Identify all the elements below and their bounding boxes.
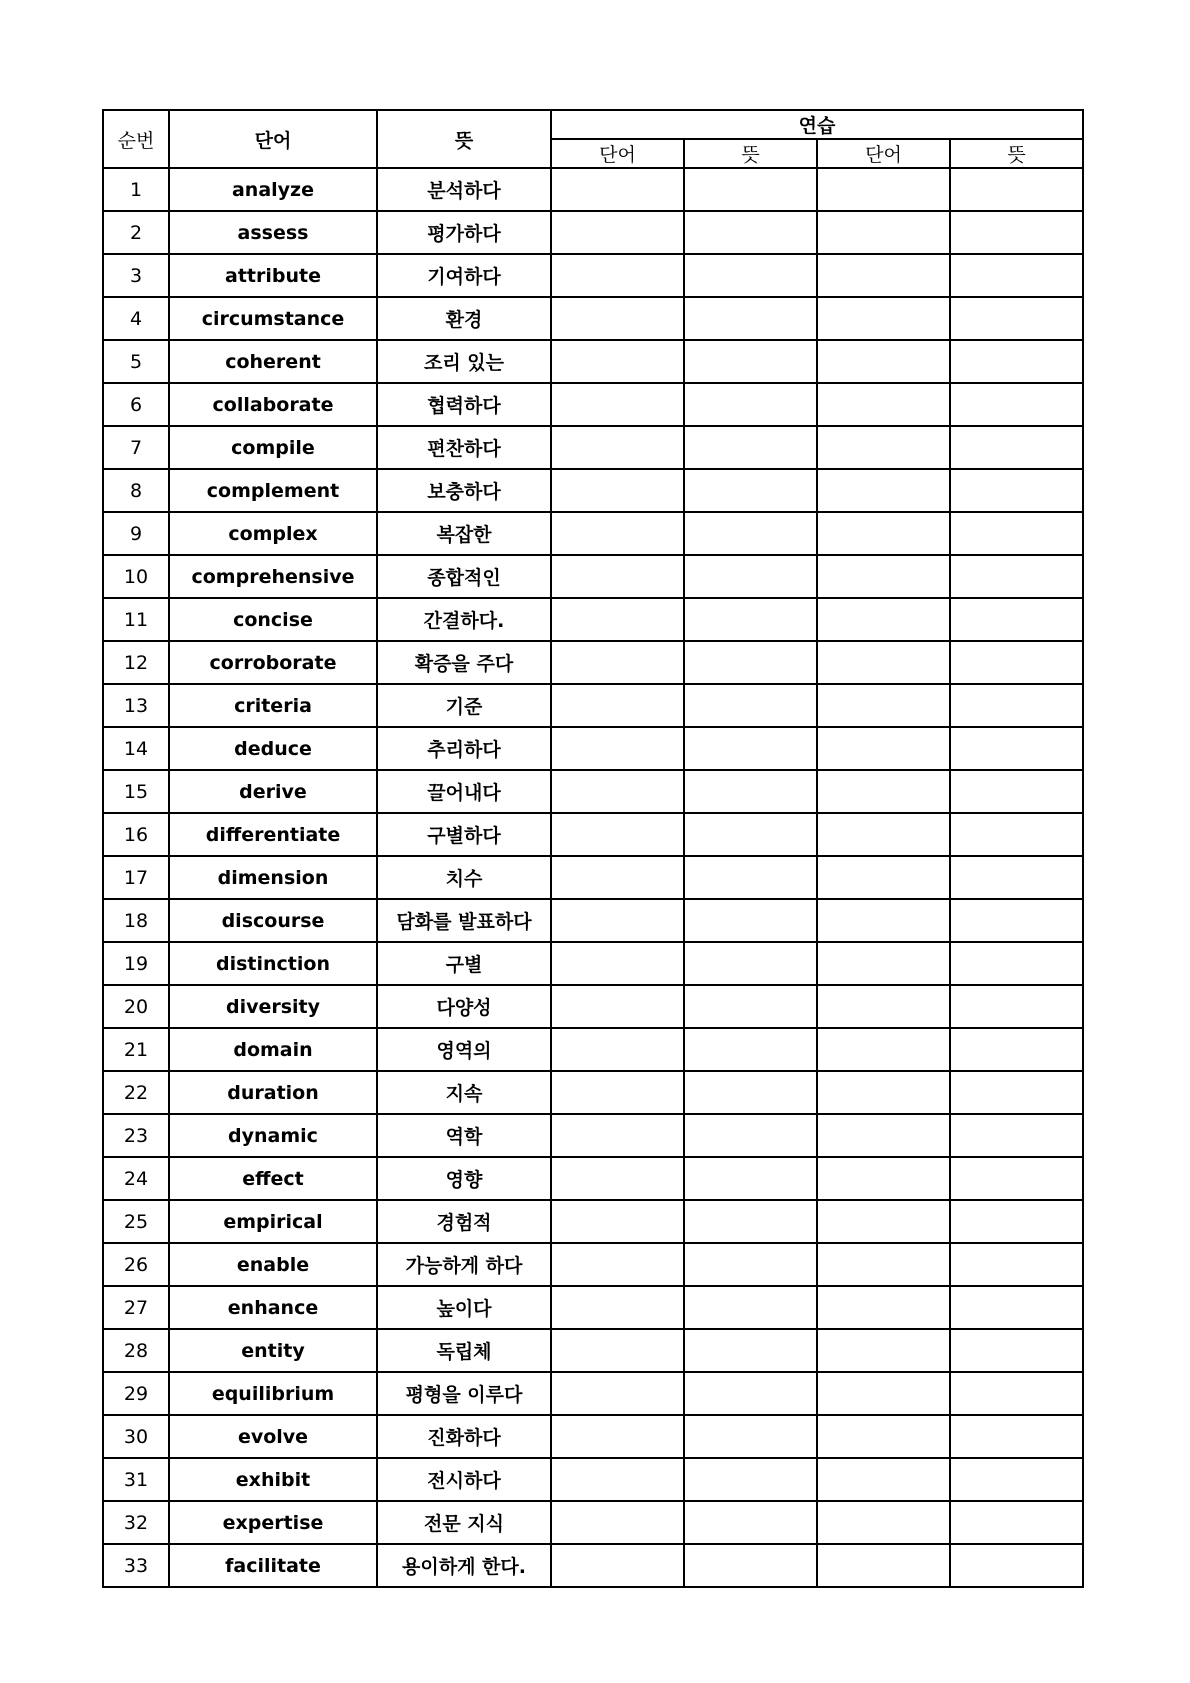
practice-word-cell[interactable] [817, 469, 950, 512]
table-row [103, 1157, 1083, 1200]
practice-word-cell[interactable] [817, 512, 950, 555]
practice-word-cell[interactable] [551, 254, 684, 297]
practice-meaning-cell[interactable] [684, 297, 817, 340]
row-word: differentiate [169, 813, 377, 856]
practice-word-cell[interactable] [817, 1071, 950, 1114]
practice-word-cell[interactable] [551, 1415, 684, 1458]
practice-word-cell[interactable] [551, 426, 684, 469]
row-number: 15 [103, 770, 169, 813]
practice-word-cell[interactable] [551, 727, 684, 770]
practice-word-cell[interactable] [817, 899, 950, 942]
table-row [103, 469, 1083, 512]
practice-meaning-cell[interactable] [684, 1200, 817, 1243]
practice-meaning-cell[interactable] [950, 469, 1083, 512]
table-row [103, 770, 1083, 813]
table-row [103, 598, 1083, 641]
row-word: equilibrium [169, 1372, 377, 1415]
practice-word-cell[interactable] [551, 1372, 684, 1415]
practice-meaning-cell[interactable] [950, 555, 1083, 598]
practice-meaning-cell[interactable] [950, 1458, 1083, 1501]
row-word: concise [169, 598, 377, 641]
table-row [103, 1415, 1083, 1458]
practice-meaning-cell[interactable] [950, 1415, 1083, 1458]
row-word: complex [169, 512, 377, 555]
practice-word-cell[interactable] [551, 942, 684, 985]
row-number: 10 [103, 555, 169, 598]
practice-meaning-cell[interactable] [950, 684, 1083, 727]
row-word: evolve [169, 1415, 377, 1458]
practice-meaning-cell[interactable] [684, 1071, 817, 1114]
practice-word-cell[interactable] [551, 469, 684, 512]
practice-word-cell[interactable] [817, 211, 950, 254]
practice-word-cell[interactable] [551, 297, 684, 340]
row-number: 27 [103, 1286, 169, 1329]
practice-meaning-cell[interactable] [950, 641, 1083, 684]
row-number: 1 [103, 168, 169, 211]
row-word: enable [169, 1243, 377, 1286]
row-meaning: 다양성 [377, 985, 551, 1028]
row-number: 25 [103, 1200, 169, 1243]
practice-meaning-cell[interactable] [684, 813, 817, 856]
table-body [103, 168, 1083, 1587]
header-practice: 연습 [551, 110, 1083, 139]
row-word: effect [169, 1157, 377, 1200]
practice-word-cell[interactable] [551, 211, 684, 254]
row-number: 24 [103, 1157, 169, 1200]
row-meaning: 기준 [377, 684, 551, 727]
practice-meaning-cell[interactable] [684, 426, 817, 469]
practice-meaning-cell[interactable] [950, 1286, 1083, 1329]
table-row [103, 1544, 1083, 1587]
practice-meaning-cell[interactable] [684, 598, 817, 641]
row-meaning: 보충하다 [377, 469, 551, 512]
practice-meaning-cell[interactable] [950, 1071, 1083, 1114]
practice-word-cell[interactable] [817, 598, 950, 641]
row-meaning: 영역의 [377, 1028, 551, 1071]
practice-meaning-cell[interactable] [684, 899, 817, 942]
row-meaning: 복잡한 [377, 512, 551, 555]
practice-word-cell[interactable] [817, 1114, 950, 1157]
practice-meaning-cell[interactable] [684, 168, 817, 211]
practice-meaning-cell[interactable] [684, 641, 817, 684]
practice-meaning-cell[interactable] [950, 340, 1083, 383]
practice-word-cell[interactable] [817, 555, 950, 598]
practice-meaning-cell[interactable] [950, 727, 1083, 770]
practice-meaning-cell[interactable] [684, 1329, 817, 1372]
practice-meaning-cell[interactable] [950, 1544, 1083, 1587]
row-meaning: 전문 지식 [377, 1501, 551, 1544]
row-meaning: 치수 [377, 856, 551, 899]
header-practice-word-1: 단어 [551, 139, 684, 168]
practice-meaning-cell[interactable] [950, 383, 1083, 426]
practice-word-cell[interactable] [551, 168, 684, 211]
practice-word-cell[interactable] [551, 383, 684, 426]
header-number: 순번 [103, 110, 169, 168]
row-number: 17 [103, 856, 169, 899]
row-word: diversity [169, 985, 377, 1028]
practice-meaning-cell[interactable] [684, 1028, 817, 1071]
practice-word-cell[interactable] [551, 1071, 684, 1114]
practice-word-cell[interactable] [817, 1329, 950, 1372]
row-meaning: 담화를 발표하다 [377, 899, 551, 942]
row-number: 14 [103, 727, 169, 770]
row-meaning: 환경 [377, 297, 551, 340]
practice-word-cell[interactable] [551, 512, 684, 555]
table-row [103, 168, 1083, 211]
practice-meaning-cell[interactable] [684, 856, 817, 899]
practice-word-cell[interactable] [551, 899, 684, 942]
practice-meaning-cell[interactable] [684, 684, 817, 727]
vocabulary-table [102, 109, 1084, 1588]
row-number: 33 [103, 1544, 169, 1587]
row-number: 5 [103, 340, 169, 383]
row-number: 4 [103, 297, 169, 340]
practice-word-cell[interactable] [551, 1458, 684, 1501]
practice-meaning-cell[interactable] [684, 770, 817, 813]
row-number: 20 [103, 985, 169, 1028]
table-row [103, 426, 1083, 469]
row-word: analyze [169, 168, 377, 211]
practice-meaning-cell[interactable] [950, 512, 1083, 555]
row-number: 8 [103, 469, 169, 512]
practice-meaning-cell[interactable] [950, 211, 1083, 254]
table-row [103, 1329, 1083, 1372]
table-row [103, 340, 1083, 383]
row-word: facilitate [169, 1544, 377, 1587]
row-word: entity [169, 1329, 377, 1372]
practice-meaning-cell[interactable] [684, 383, 817, 426]
practice-word-cell[interactable] [817, 1157, 950, 1200]
practice-meaning-cell[interactable] [950, 813, 1083, 856]
row-meaning: 구별하다 [377, 813, 551, 856]
practice-meaning-cell[interactable] [684, 1286, 817, 1329]
practice-word-cell[interactable] [551, 340, 684, 383]
row-number: 28 [103, 1329, 169, 1372]
header-practice-meaning-1: 뜻 [684, 139, 817, 168]
practice-word-cell[interactable] [817, 1458, 950, 1501]
row-word: assess [169, 211, 377, 254]
row-word: dynamic [169, 1114, 377, 1157]
row-meaning: 간결하다. [377, 598, 551, 641]
row-meaning: 평가하다 [377, 211, 551, 254]
practice-meaning-cell[interactable] [950, 1243, 1083, 1286]
practice-meaning-cell[interactable] [950, 1372, 1083, 1415]
row-word: empirical [169, 1200, 377, 1243]
practice-word-cell[interactable] [817, 641, 950, 684]
row-meaning: 편찬하다 [377, 426, 551, 469]
row-number: 7 [103, 426, 169, 469]
practice-word-cell[interactable] [551, 813, 684, 856]
row-word: collaborate [169, 383, 377, 426]
practice-meaning-cell[interactable] [950, 168, 1083, 211]
row-number: 30 [103, 1415, 169, 1458]
practice-word-cell[interactable] [817, 1544, 950, 1587]
practice-meaning-cell[interactable] [684, 1114, 817, 1157]
practice-word-cell[interactable] [817, 426, 950, 469]
practice-word-cell[interactable] [817, 770, 950, 813]
row-word: complement [169, 469, 377, 512]
practice-word-cell[interactable] [551, 684, 684, 727]
row-word: criteria [169, 684, 377, 727]
table-row [103, 1458, 1083, 1501]
practice-word-cell[interactable] [817, 1415, 950, 1458]
practice-word-cell[interactable] [817, 297, 950, 340]
row-word: enhance [169, 1286, 377, 1329]
row-number: 13 [103, 684, 169, 727]
practice-word-cell[interactable] [551, 1286, 684, 1329]
practice-word-cell[interactable] [817, 254, 950, 297]
practice-meaning-cell[interactable] [684, 254, 817, 297]
row-word: comprehensive [169, 555, 377, 598]
row-meaning: 구별 [377, 942, 551, 985]
practice-meaning-cell[interactable] [950, 985, 1083, 1028]
header-row-top [103, 110, 1083, 139]
practice-meaning-cell[interactable] [950, 1028, 1083, 1071]
row-number: 16 [103, 813, 169, 856]
row-number: 22 [103, 1071, 169, 1114]
practice-word-cell[interactable] [817, 1243, 950, 1286]
header-word: 단어 [169, 110, 377, 168]
table-row [103, 555, 1083, 598]
row-word: corroborate [169, 641, 377, 684]
table-row [103, 1028, 1083, 1071]
row-meaning: 영향 [377, 1157, 551, 1200]
practice-word-cell[interactable] [551, 985, 684, 1028]
row-meaning: 기여하다 [377, 254, 551, 297]
practice-word-cell[interactable] [551, 1028, 684, 1071]
row-number: 19 [103, 942, 169, 985]
practice-word-cell[interactable] [817, 1372, 950, 1415]
practice-word-cell[interactable] [551, 1157, 684, 1200]
practice-meaning-cell[interactable] [950, 1329, 1083, 1372]
practice-meaning-cell[interactable] [684, 469, 817, 512]
practice-word-cell[interactable] [817, 813, 950, 856]
practice-word-cell[interactable] [817, 942, 950, 985]
table-row [103, 1071, 1083, 1114]
table-row [103, 1200, 1083, 1243]
practice-word-cell[interactable] [551, 555, 684, 598]
table-row [103, 985, 1083, 1028]
row-meaning: 조리 있는 [377, 340, 551, 383]
row-meaning: 가능하게 하다 [377, 1243, 551, 1286]
row-number: 23 [103, 1114, 169, 1157]
practice-word-cell[interactable] [817, 383, 950, 426]
practice-word-cell[interactable] [551, 1501, 684, 1544]
row-word: exhibit [169, 1458, 377, 1501]
row-meaning: 높이다 [377, 1286, 551, 1329]
row-meaning: 독립체 [377, 1329, 551, 1372]
table-row [103, 211, 1083, 254]
practice-word-cell[interactable] [551, 1243, 684, 1286]
practice-word-cell[interactable] [551, 1329, 684, 1372]
practice-meaning-cell[interactable] [684, 1544, 817, 1587]
table-row [103, 1372, 1083, 1415]
header-practice-word-2: 단어 [817, 139, 950, 168]
practice-meaning-cell[interactable] [684, 211, 817, 254]
table-row [103, 254, 1083, 297]
practice-word-cell[interactable] [817, 168, 950, 211]
row-meaning: 지속 [377, 1071, 551, 1114]
practice-meaning-cell[interactable] [950, 297, 1083, 340]
practice-meaning-cell[interactable] [950, 1501, 1083, 1544]
table-row [103, 512, 1083, 555]
practice-meaning-cell[interactable] [684, 1501, 817, 1544]
row-word: coherent [169, 340, 377, 383]
practice-word-cell[interactable] [817, 684, 950, 727]
practice-meaning-cell[interactable] [684, 1157, 817, 1200]
row-number: 26 [103, 1243, 169, 1286]
row-word: expertise [169, 1501, 377, 1544]
row-word: dimension [169, 856, 377, 899]
row-word: discourse [169, 899, 377, 942]
table-row [103, 1501, 1083, 1544]
practice-word-cell[interactable] [551, 856, 684, 899]
header-meaning: 뜻 [377, 110, 551, 168]
practice-meaning-cell[interactable] [950, 770, 1083, 813]
row-meaning: 평형을 이루다 [377, 1372, 551, 1415]
practice-word-cell[interactable] [817, 856, 950, 899]
practice-word-cell[interactable] [551, 770, 684, 813]
practice-meaning-cell[interactable] [684, 985, 817, 1028]
row-number: 3 [103, 254, 169, 297]
practice-word-cell[interactable] [817, 1028, 950, 1071]
table-row [103, 1286, 1083, 1329]
row-word: circumstance [169, 297, 377, 340]
table-row [103, 856, 1083, 899]
row-number: 6 [103, 383, 169, 426]
practice-word-cell[interactable] [551, 1200, 684, 1243]
practice-word-cell[interactable] [817, 340, 950, 383]
row-meaning: 추리하다 [377, 727, 551, 770]
practice-meaning-cell[interactable] [684, 727, 817, 770]
practice-meaning-cell[interactable] [684, 340, 817, 383]
row-word: derive [169, 770, 377, 813]
practice-meaning-cell[interactable] [950, 856, 1083, 899]
row-word: compile [169, 426, 377, 469]
practice-meaning-cell[interactable] [684, 1243, 817, 1286]
practice-meaning-cell[interactable] [950, 942, 1083, 985]
practice-meaning-cell[interactable] [950, 254, 1083, 297]
row-number: 2 [103, 211, 169, 254]
practice-meaning-cell[interactable] [684, 942, 817, 985]
practice-word-cell[interactable] [817, 727, 950, 770]
row-number: 9 [103, 512, 169, 555]
practice-meaning-cell[interactable] [684, 512, 817, 555]
table-row [103, 1114, 1083, 1157]
row-meaning: 전시하다 [377, 1458, 551, 1501]
practice-word-cell[interactable] [817, 1200, 950, 1243]
practice-meaning-cell[interactable] [950, 426, 1083, 469]
practice-word-cell[interactable] [817, 985, 950, 1028]
practice-word-cell[interactable] [551, 641, 684, 684]
table-row [103, 899, 1083, 942]
row-number: 11 [103, 598, 169, 641]
row-number: 32 [103, 1501, 169, 1544]
practice-meaning-cell[interactable] [950, 1200, 1083, 1243]
row-number: 21 [103, 1028, 169, 1071]
practice-word-cell[interactable] [817, 1501, 950, 1544]
table-row [103, 1243, 1083, 1286]
table-row [103, 813, 1083, 856]
row-meaning: 경험적 [377, 1200, 551, 1243]
row-meaning: 확증을 주다 [377, 641, 551, 684]
row-word: domain [169, 1028, 377, 1071]
table-row [103, 297, 1083, 340]
practice-word-cell[interactable] [551, 1544, 684, 1587]
practice-word-cell[interactable] [551, 598, 684, 641]
practice-meaning-cell[interactable] [950, 1157, 1083, 1200]
table-row [103, 641, 1083, 684]
practice-meaning-cell[interactable] [684, 1372, 817, 1415]
practice-word-cell[interactable] [551, 1114, 684, 1157]
practice-meaning-cell[interactable] [684, 1458, 817, 1501]
practice-meaning-cell[interactable] [684, 555, 817, 598]
row-meaning: 분석하다 [377, 168, 551, 211]
practice-meaning-cell[interactable] [950, 598, 1083, 641]
row-meaning: 종합적인 [377, 555, 551, 598]
practice-meaning-cell[interactable] [950, 1114, 1083, 1157]
row-meaning: 역학 [377, 1114, 551, 1157]
table-row [103, 727, 1083, 770]
row-number: 31 [103, 1458, 169, 1501]
row-number: 12 [103, 641, 169, 684]
row-number: 18 [103, 899, 169, 942]
practice-meaning-cell[interactable] [950, 899, 1083, 942]
row-word: attribute [169, 254, 377, 297]
row-meaning: 끌어내다 [377, 770, 551, 813]
row-word: deduce [169, 727, 377, 770]
header-practice-meaning-2: 뜻 [950, 139, 1083, 168]
practice-meaning-cell[interactable] [684, 1415, 817, 1458]
row-meaning: 용이하게 한다. [377, 1544, 551, 1587]
row-word: distinction [169, 942, 377, 985]
row-meaning: 진화하다 [377, 1415, 551, 1458]
table-row [103, 684, 1083, 727]
row-word: duration [169, 1071, 377, 1114]
row-number: 29 [103, 1372, 169, 1415]
practice-word-cell[interactable] [817, 1286, 950, 1329]
row-meaning: 협력하다 [377, 383, 551, 426]
table-row [103, 383, 1083, 426]
table-row [103, 942, 1083, 985]
